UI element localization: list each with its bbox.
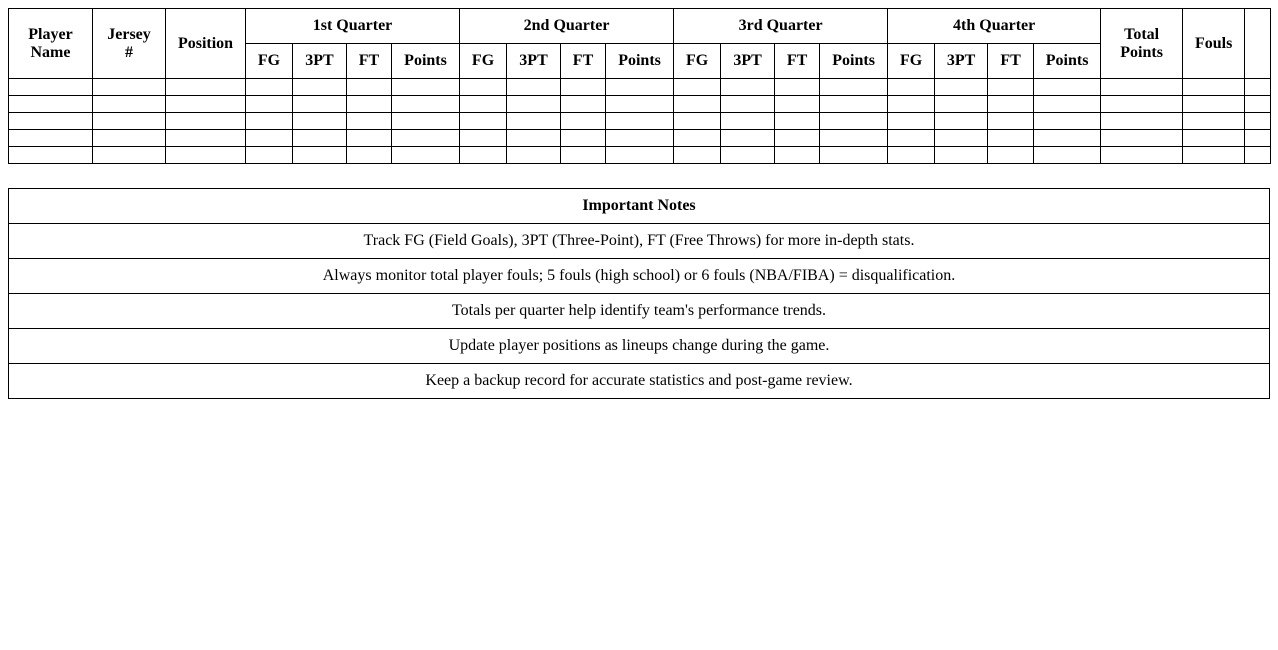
note-row [9, 259, 1270, 294]
header-quarter-1: 1st Quarter [246, 9, 460, 44]
notes-body [9, 224, 1270, 399]
table-cell[interactable] [460, 113, 507, 130]
table-cell[interactable] [721, 113, 775, 130]
table-cell[interactable] [988, 96, 1034, 113]
table-cell[interactable] [166, 130, 246, 147]
table-cell[interactable] [507, 96, 561, 113]
important-notes-table [8, 188, 1270, 399]
table-cell[interactable] [392, 147, 460, 164]
table-cell[interactable] [721, 130, 775, 147]
table-cell[interactable] [392, 96, 460, 113]
table-cell[interactable] [293, 147, 347, 164]
subheader-q1-3pt: 3PT [293, 44, 347, 79]
table-cell[interactable] [1245, 79, 1271, 96]
table-cell[interactable] [246, 79, 293, 96]
table-cell[interactable] [606, 96, 674, 113]
table-cell[interactable] [1101, 147, 1183, 164]
table-cell[interactable] [93, 113, 166, 130]
table-cell[interactable] [775, 96, 820, 113]
table-cell[interactable] [820, 79, 888, 96]
player-stats-table [8, 8, 1271, 164]
table-cell[interactable] [820, 113, 888, 130]
table-cell[interactable] [1034, 79, 1101, 96]
table-cell[interactable] [507, 113, 561, 130]
table-cell[interactable] [460, 79, 507, 96]
table-cell[interactable] [347, 147, 392, 164]
table-cell[interactable] [1183, 113, 1245, 130]
table-row [9, 147, 1271, 164]
subheader-q1-points: Points [392, 44, 460, 79]
note-text: Keep a backup record for accurate statistics and post-game review. [9, 364, 1270, 399]
table-cell[interactable] [935, 79, 988, 96]
subheader-q2-fg: FG [460, 44, 507, 79]
header-jersey-number: Jersey # [93, 9, 166, 79]
table-cell[interactable] [888, 113, 935, 130]
table-cell[interactable] [775, 79, 820, 96]
table-cell[interactable] [674, 130, 721, 147]
header-extra-column [1245, 9, 1271, 79]
table-cell[interactable] [674, 113, 721, 130]
table-cell[interactable] [93, 130, 166, 147]
table-cell[interactable] [606, 130, 674, 147]
header-quarter-2: 2nd Quarter [460, 9, 674, 44]
subheader-q4-3pt: 3PT [935, 44, 988, 79]
table-cell[interactable] [246, 147, 293, 164]
note-text: Update player positions as lineups change during the game. [9, 329, 1270, 364]
table-cell[interactable] [1183, 147, 1245, 164]
table-cell[interactable] [1245, 113, 1271, 130]
table-cell[interactable] [460, 130, 507, 147]
note-row [9, 329, 1270, 364]
table-cell[interactable] [9, 79, 93, 96]
table-cell[interactable] [93, 147, 166, 164]
subheader-q2-points: Points [606, 44, 674, 79]
table-cell[interactable] [606, 113, 674, 130]
table-cell[interactable] [721, 147, 775, 164]
table-cell[interactable] [935, 96, 988, 113]
table-cell[interactable] [246, 113, 293, 130]
table-cell[interactable] [935, 130, 988, 147]
table-cell[interactable] [775, 147, 820, 164]
table-cell[interactable] [347, 79, 392, 96]
table-cell[interactable] [988, 79, 1034, 96]
table-cell[interactable] [392, 79, 460, 96]
table-cell[interactable] [775, 130, 820, 147]
table-cell[interactable] [1034, 147, 1101, 164]
note-text: Totals per quarter help identify team's performance trends. [9, 294, 1270, 329]
table-cell[interactable] [888, 130, 935, 147]
subheader-q3-points: Points [820, 44, 888, 79]
header-quarter-3: 3rd Quarter [674, 9, 888, 44]
table-cell[interactable] [820, 147, 888, 164]
subheader-q4-ft: FT [988, 44, 1034, 79]
table-row [9, 130, 1271, 147]
table-cell[interactable] [988, 147, 1034, 164]
table-cell[interactable] [347, 96, 392, 113]
table-cell[interactable] [888, 147, 935, 164]
table-cell[interactable] [293, 130, 347, 147]
table-cell[interactable] [93, 79, 166, 96]
table-row [9, 113, 1271, 130]
header-position: Position [166, 9, 246, 79]
table-cell[interactable] [561, 79, 606, 96]
subheader-q4-points: Points [1034, 44, 1101, 79]
table-cell[interactable] [9, 147, 93, 164]
table-cell[interactable] [507, 130, 561, 147]
subheader-q2-ft: FT [561, 44, 606, 79]
subheader-q3-3pt: 3PT [721, 44, 775, 79]
table-cell[interactable] [674, 96, 721, 113]
table-row [9, 79, 1271, 96]
subheader-q3-ft: FT [775, 44, 820, 79]
table-cell[interactable] [246, 96, 293, 113]
table-cell[interactable] [507, 147, 561, 164]
table-cell[interactable] [561, 130, 606, 147]
table-cell[interactable] [1101, 79, 1183, 96]
header-player-name: Player Name [9, 9, 93, 79]
subheader-q3-fg: FG [674, 44, 721, 79]
table-cell[interactable] [935, 113, 988, 130]
table-cell[interactable] [507, 79, 561, 96]
notes-title: Important Notes [9, 189, 1270, 224]
table-cell[interactable] [1034, 96, 1101, 113]
note-text: Track FG (Field Goals), 3PT (Three-Point), FT (Free Throws) for more in-depth stats. [9, 224, 1270, 259]
table-cell[interactable] [347, 130, 392, 147]
table-cell[interactable] [166, 96, 246, 113]
table-cell[interactable] [460, 96, 507, 113]
table-cell[interactable] [674, 147, 721, 164]
table-cell[interactable] [166, 147, 246, 164]
table-cell[interactable] [1245, 96, 1271, 113]
note-row [9, 364, 1270, 399]
table-cell[interactable] [561, 113, 606, 130]
note-row [9, 294, 1270, 329]
header-fouls: Fouls [1183, 9, 1245, 79]
table-cell[interactable] [392, 130, 460, 147]
table-cell[interactable] [246, 130, 293, 147]
table-cell[interactable] [888, 96, 935, 113]
table-cell[interactable] [561, 147, 606, 164]
table-cell[interactable] [988, 113, 1034, 130]
table-cell[interactable] [166, 79, 246, 96]
table-cell[interactable] [820, 130, 888, 147]
table-cell[interactable] [775, 113, 820, 130]
table-cell[interactable] [561, 96, 606, 113]
table-cell[interactable] [9, 130, 93, 147]
table-row [9, 96, 1271, 113]
table-cell[interactable] [392, 113, 460, 130]
table-cell[interactable] [1183, 79, 1245, 96]
subheader-q1-ft: FT [347, 44, 392, 79]
subheader-q2-3pt: 3PT [507, 44, 561, 79]
table-cell[interactable] [1183, 130, 1245, 147]
note-text: Always monitor total player fouls; 5 fouls (high school) or 6 fouls (NBA/FIBA) = disqualification. [9, 259, 1270, 294]
table-cell[interactable] [1101, 113, 1183, 130]
note-row [9, 224, 1270, 259]
table-cell[interactable] [293, 113, 347, 130]
subheader-q4-fg: FG [888, 44, 935, 79]
table-cell[interactable] [93, 96, 166, 113]
table-cell[interactable] [1245, 147, 1271, 164]
player-stats-body [9, 79, 1271, 164]
table-cell[interactable] [674, 79, 721, 96]
table-cell[interactable] [1101, 130, 1183, 147]
table-cell[interactable] [1101, 96, 1183, 113]
table-cell[interactable] [935, 147, 988, 164]
header-quarter-4: 4th Quarter [888, 9, 1101, 44]
table-cell[interactable] [166, 113, 246, 130]
table-cell[interactable] [1034, 130, 1101, 147]
table-cell[interactable] [721, 79, 775, 96]
table-cell[interactable] [606, 79, 674, 96]
table-cell[interactable] [9, 96, 93, 113]
table-cell[interactable] [293, 79, 347, 96]
table-cell[interactable] [820, 96, 888, 113]
table-cell[interactable] [460, 147, 507, 164]
table-cell[interactable] [1183, 96, 1245, 113]
table-cell[interactable] [293, 96, 347, 113]
table-cell[interactable] [606, 147, 674, 164]
table-cell[interactable] [1245, 130, 1271, 147]
table-cell[interactable] [721, 96, 775, 113]
table-cell[interactable] [347, 113, 392, 130]
header-total-points: Total Points [1101, 9, 1183, 79]
table-cell[interactable] [988, 130, 1034, 147]
subheader-q1-fg: FG [246, 44, 293, 79]
table-cell[interactable] [888, 79, 935, 96]
table-cell[interactable] [1034, 113, 1101, 130]
table-cell[interactable] [9, 113, 93, 130]
